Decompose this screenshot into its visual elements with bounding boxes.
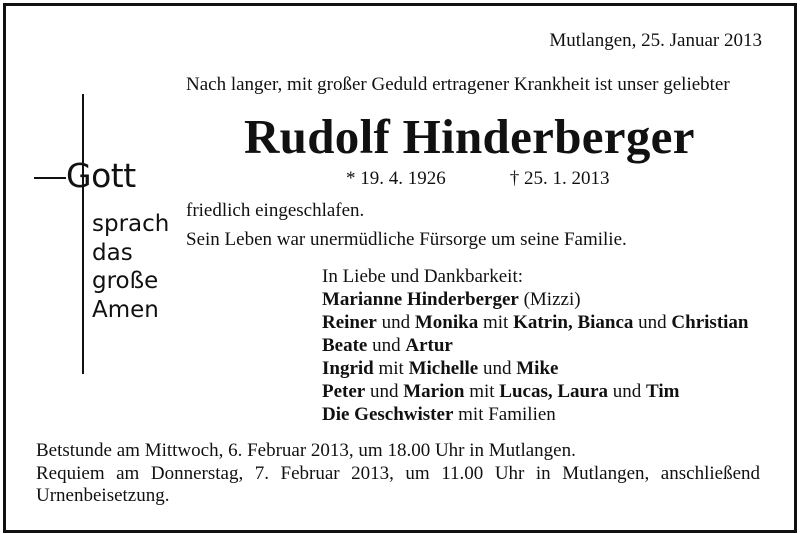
birth-date: * 19. 4. 1926 — [346, 168, 446, 189]
intro-text: Nach langer, mit großer Geduld ertragener Krankheit ist unser geliebter — [186, 74, 730, 95]
mourner-row: Ingrid mit Michelle und Mike — [322, 358, 559, 379]
life-dates — [346, 168, 610, 190]
deceased-name: Rudolf Hinderberger — [244, 109, 695, 164]
mourner-row: Die Geschwister mit Familien — [322, 404, 556, 425]
mourner-row: Beate und Artur — [322, 335, 453, 356]
requiem-text: Requiem am Donnerstag, 7. Februar 2013, um 11.00 Uhr in Mutlangen, anschließend — [36, 462, 760, 484]
mourner-row: Reiner und Monika mit Katrin, Bianca und Christian — [322, 312, 749, 333]
verse-line: sprach — [92, 211, 170, 237]
service-notice — [36, 440, 760, 508]
mourner-row: Marianne Hinderberger (Mizzi) — [322, 289, 581, 310]
life-text: Sein Leben war unermüdliche Fürsorge um seine Familie. — [186, 229, 627, 250]
verse-line: Amen — [92, 296, 159, 323]
mourners-heading: In Liebe und Dankbarkeit: — [322, 266, 524, 287]
mourner-row: Peter und Marion mit Lucas, Laura und Tim — [322, 381, 680, 402]
requiem-text-cont: Urnenbeisetzung. — [36, 485, 170, 506]
verse-line: das — [92, 239, 133, 266]
betstunde-text: Betstunde am Mittwoch, 6. Februar 2013, um 18.00 Uhr in Mutlangen. — [36, 440, 576, 461]
cross-horizontal-bar — [34, 177, 66, 179]
passed-away-text: friedlich eingeschlafen. — [186, 200, 365, 221]
cross-vertical-bar — [82, 94, 84, 374]
verse-gott: Gott — [66, 156, 136, 195]
death-date: † 25. 1. 2013 — [509, 168, 610, 189]
verse — [92, 210, 169, 324]
mourners-list — [322, 265, 749, 426]
verse-line: große — [92, 268, 159, 294]
publication-date: Mutlangen, 25. Januar 2013 — [549, 30, 762, 51]
